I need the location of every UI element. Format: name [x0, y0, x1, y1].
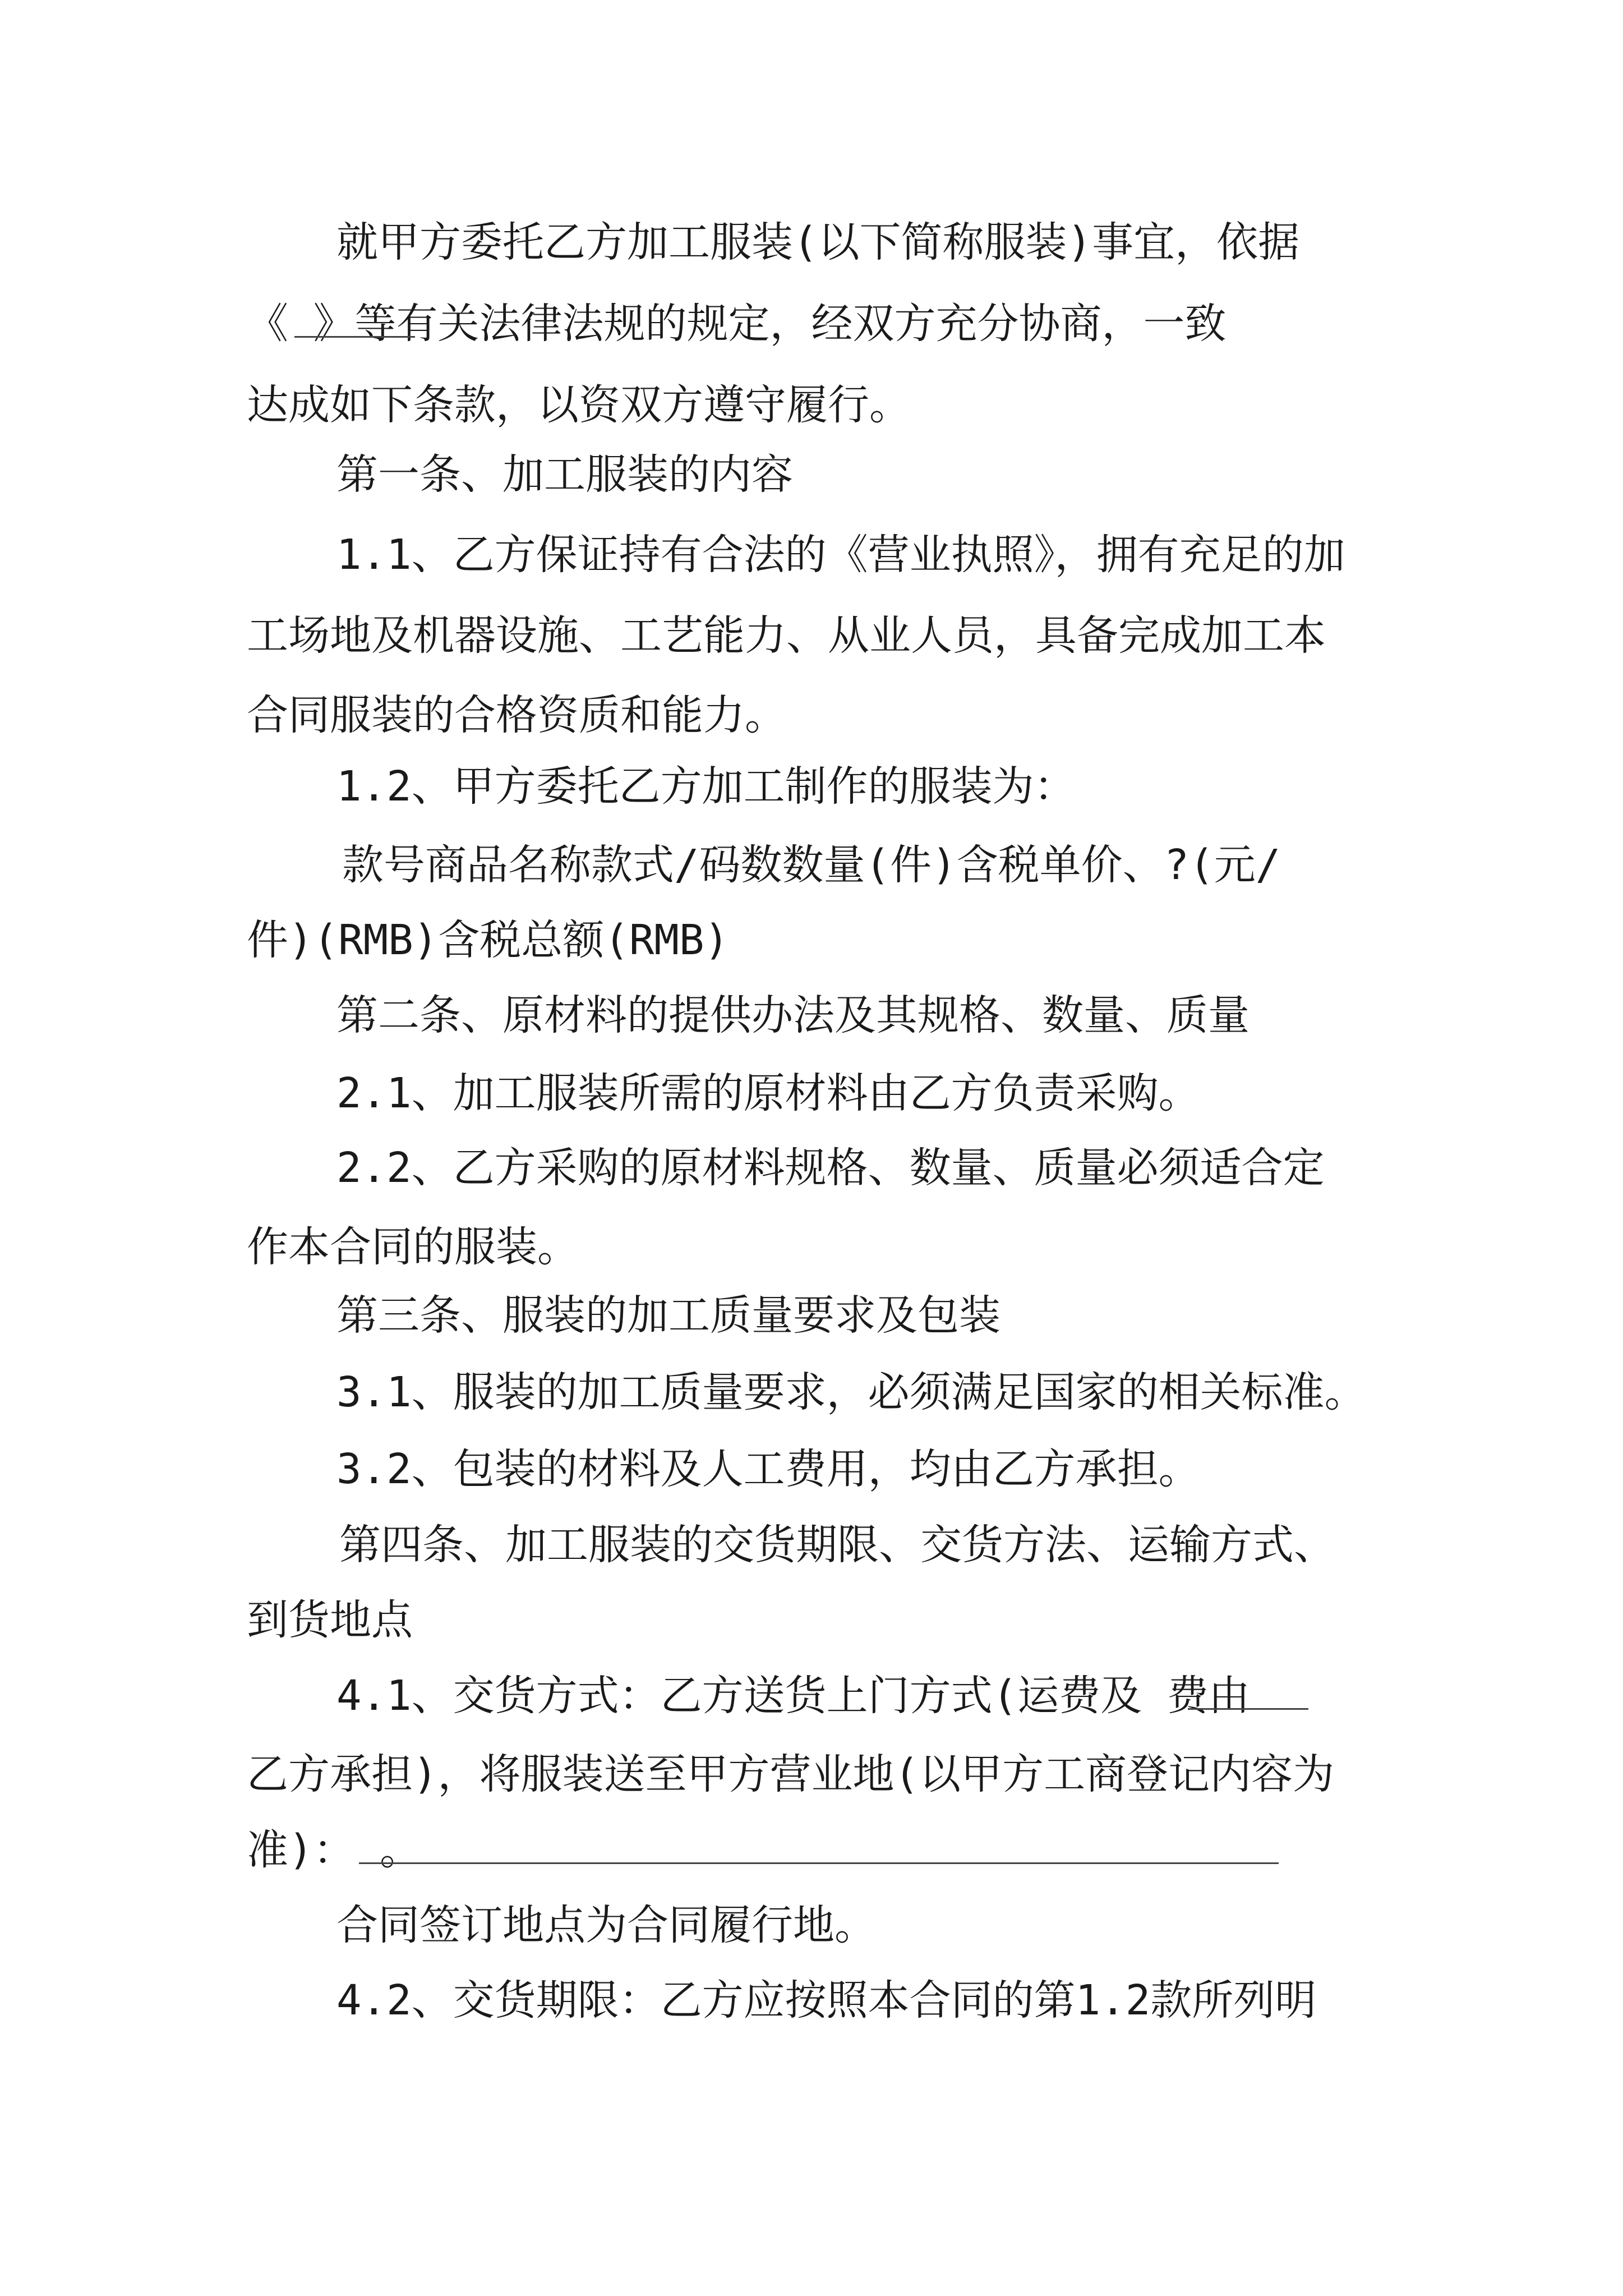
section-heading: 第二条、原材料的提供办法及其规格、数量、质量 — [336, 991, 1249, 1039]
text-line: 就甲方委托乙方加工服装(以下简称服装)事宜，依据 — [336, 218, 1300, 266]
text-line: 2.2、乙方采购的原材料规格、数量、质量必须适合定 — [336, 1144, 1325, 1192]
section-heading: 第四条、加工服装的交货期限、交货方法、运输方式、 — [339, 1521, 1335, 1569]
text-line: 1.1、乙方保证持有合法的《营业执照》，拥有充足的加 — [336, 531, 1345, 579]
text-line: 准)： 。 — [247, 1826, 422, 1874]
text-line: 到货地点 — [247, 1596, 413, 1644]
blank-underline-address — [359, 1823, 1279, 1864]
text-line: 件)(RMB)含税总额(RMB) — [247, 916, 730, 964]
text-line: 作本合同的服装。 — [247, 1223, 579, 1271]
text-line: 3.2、包装的材料及人工费用，均由乙方承担。 — [336, 1445, 1200, 1493]
text-line: 2.1、加工服装所需的原材料由乙方负责采购。 — [336, 1069, 1200, 1117]
text-line: 工场地及机器设施、工艺能力、从业人员，具备完成加工本 — [247, 611, 1326, 660]
text-line: 合同签订地点为合同履行地。 — [336, 1901, 876, 1949]
text-line: 《 》等有关法律法规的规定，经双方充分协商，一致 — [247, 300, 1227, 348]
blank-underline-law-name — [294, 297, 415, 338]
blank-underline-fee — [1188, 1669, 1308, 1710]
text-line: 3.1、服装的加工质量要求，必须满足国家的相关标准。 — [336, 1368, 1366, 1416]
text-line: 达成如下条款，以资双方遵守履行。 — [247, 381, 911, 429]
section-heading: 第三条、服装的加工质量要求及包装 — [336, 1291, 1000, 1340]
text-line: 合同服装的合格资质和能力。 — [247, 691, 786, 739]
section-heading: 第一条、加工服装的内容 — [336, 450, 793, 499]
text-line: 乙方承担)，将服装送至甲方营业地(以甲方工商登记内容为 — [247, 1750, 1335, 1798]
text-line: 4.2、交货期限：乙方应按照本合同的第1.2款所列明 — [336, 1976, 1317, 2024]
text-line: 款号商品名称款式/码数数量(件)含税单价、?(元/ — [342, 841, 1281, 889]
text-line: 4.1、交货方式：乙方送货上门方式(运费及 费由 — [336, 1672, 1250, 1720]
text-line: 1.2、甲方委托乙方加工制作的服装为： — [336, 762, 1076, 811]
